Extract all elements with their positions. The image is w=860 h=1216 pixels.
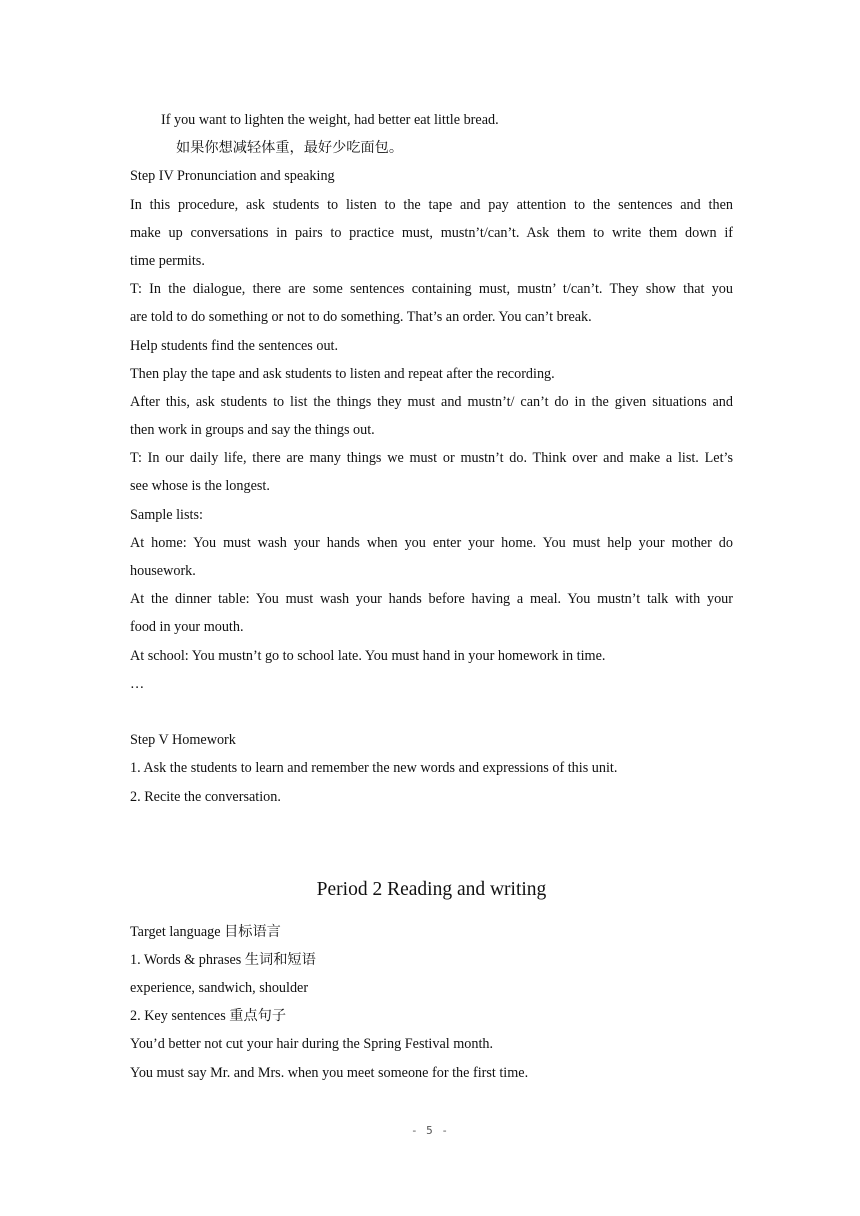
list-item: 1. Ask the students to learn and remember the new words and expressions of this unit.	[130, 760, 618, 777]
list-item: 2. Key sentences 重点句子	[130, 1008, 287, 1025]
step-iv-title: Step IV Pronunciation and speaking	[130, 168, 335, 185]
blank-line	[130, 698, 733, 726]
paragraph-line: After this, ask students to list the things they must and mustn’t/ can’t do in the given situations and	[130, 393, 733, 410]
vocabulary-line: experience, sandwich, shoulder	[130, 980, 309, 997]
target-language-label: Target language 目标语言	[130, 923, 281, 940]
key-sentence: You must say Mr. and Mrs. when you meet someone for the first time.	[130, 1064, 529, 1081]
paragraph-line: Help students find the sentences out.	[130, 337, 339, 354]
page-content	[130, 106, 733, 1087]
paragraph-line: are told to do something or not to do something. That’s an order. You can’t break.	[130, 309, 592, 326]
paragraph-line: see whose is the longest.	[130, 478, 270, 495]
key-sentence: You’d better not cut your hair during the Spring Festival month.	[130, 1036, 494, 1053]
page-number: - 5 -	[410, 1124, 450, 1137]
paragraph-line: At school: You mustn’t go to school late. You must hand in your homework in time.	[130, 647, 606, 664]
paragraph-line: In this procedure, ask students to listen to the tape and pay attention to the sentences and then	[130, 196, 733, 213]
period-heading: Period 2 Reading and writing	[316, 878, 547, 900]
list-item: 1. Words & phrases 生词和短语	[130, 951, 316, 968]
section-spacer	[130, 811, 733, 865]
step-v-title: Step V Homework	[130, 732, 236, 749]
example-sentence-english: If you want to lighten the weight, had better eat little bread.	[161, 112, 499, 128]
sample-lists-label: Sample lists:	[130, 506, 203, 523]
paragraph-line: housework.	[130, 563, 196, 579]
paragraph-line: T: In our daily life, there are many things we must or mustn’t do. Think over and make a list. Let’s	[130, 450, 733, 467]
list-item: 2. Recite the conversation.	[130, 788, 281, 805]
paragraph-line: T: In the dialogue, there are some sentences containing must, mustn’ t/can’t. They show that you	[130, 281, 733, 298]
paragraph-line: At the dinner table: You must wash your hands before having a meal. You mustn’t talk with your	[130, 591, 733, 608]
paragraph-line: then work in groups and say the things out.	[130, 422, 375, 439]
paragraph-line: make up conversations in pairs to practice must, mustn’t/can’t. Ask them to write them down if	[130, 224, 733, 241]
paragraph-line: At home: You must wash your hands when you enter your home. You must help your mother do	[130, 534, 733, 551]
ellipsis: …	[130, 675, 145, 692]
paragraph-line: time permits.	[130, 252, 205, 269]
paragraph-line: food in your mouth.	[130, 619, 244, 636]
example-sentence-chinese: 如果你想减轻体重，最好少吃面包。	[176, 140, 404, 157]
paragraph-line: Then play the tape and ask students to listen and repeat after the recording.	[130, 365, 555, 382]
